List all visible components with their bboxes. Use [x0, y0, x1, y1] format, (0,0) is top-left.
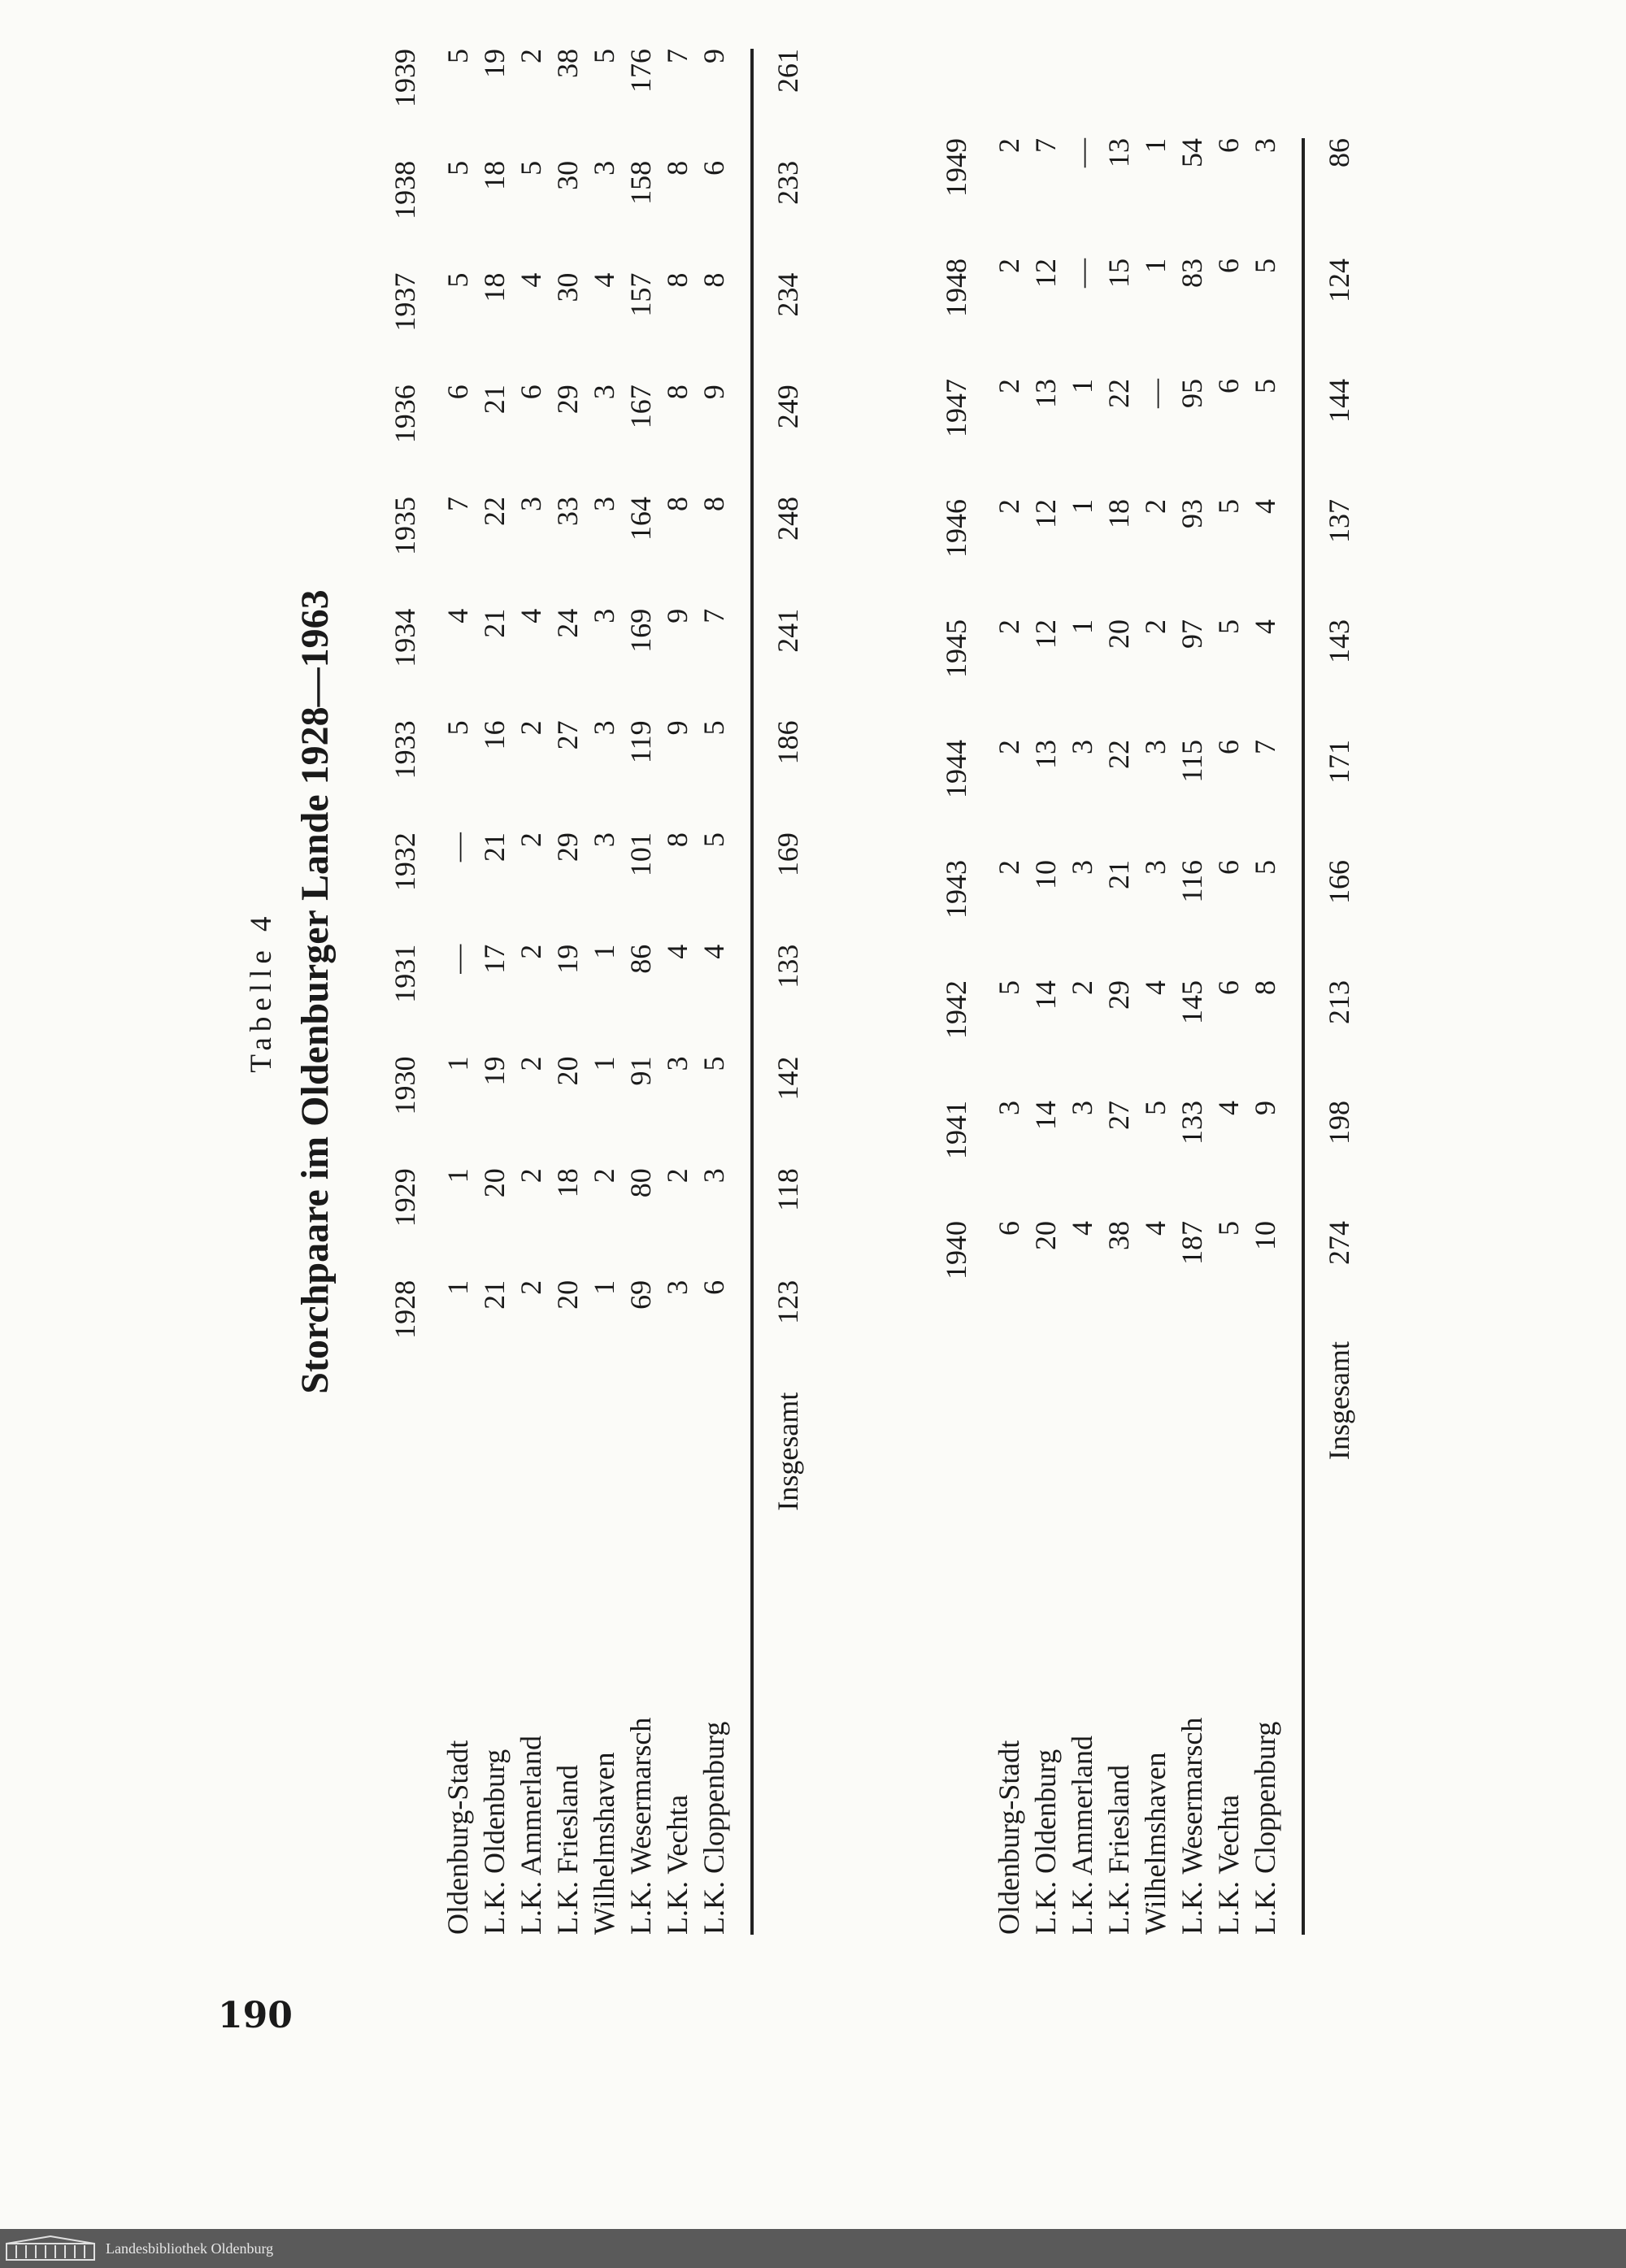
- year-header: 1934: [389, 608, 421, 667]
- cell-value: 20: [551, 1280, 584, 1310]
- total-row: [754, 49, 806, 1935]
- cell-value: 19: [478, 49, 511, 78]
- region-label: L.K. Wesermarsch: [1176, 1717, 1208, 1935]
- region-label: L.K. Friesland: [551, 1765, 584, 1935]
- year-header: 1945: [940, 619, 972, 678]
- cell-value: 3: [588, 720, 620, 736]
- cell-value: 5: [1212, 619, 1245, 634]
- cell-value: 169: [624, 608, 657, 653]
- total-value: 198: [1323, 1101, 1355, 1145]
- cell-value: 86: [624, 944, 657, 974]
- cell-value: 3: [588, 496, 620, 511]
- cell-value: 5: [993, 980, 1025, 995]
- cell-value: 101: [624, 832, 657, 877]
- region-label: L.K. Vechta: [661, 1794, 693, 1935]
- year-header: 1935: [389, 496, 421, 555]
- year-header: 1938: [389, 160, 421, 219]
- cell-value: —: [1066, 138, 1098, 167]
- cell-value: 69: [624, 1280, 657, 1310]
- region-label: Oldenburg-Stadt: [441, 1740, 474, 1935]
- cell-value: 3: [1066, 740, 1098, 754]
- cell-value: 21: [478, 832, 511, 862]
- total-value: 274: [1323, 1221, 1355, 1265]
- divider-rule: [733, 49, 754, 1935]
- cell-value: 8: [1249, 980, 1281, 995]
- table-row: [1028, 138, 1064, 1935]
- cell-value: 10: [1029, 860, 1062, 889]
- table-row: [1064, 138, 1101, 1935]
- cell-value: 5: [441, 720, 474, 736]
- cell-value: 8: [698, 272, 730, 288]
- cell-value: 4: [1139, 1221, 1172, 1236]
- region-label: L.K. Vechta: [1212, 1794, 1245, 1935]
- cell-value: 5: [698, 832, 730, 848]
- cell-value: 6: [1212, 138, 1245, 153]
- total-value: 169: [772, 832, 804, 877]
- cell-value: 20: [1102, 619, 1135, 649]
- cell-value: 2: [515, 832, 547, 848]
- year-header: 1928: [389, 1280, 421, 1339]
- cell-value: 5: [441, 160, 474, 176]
- cell-value: 3: [1139, 860, 1172, 875]
- table-row: [440, 49, 476, 1935]
- page-number: 190: [218, 1995, 293, 2036]
- cell-value: 2: [515, 49, 547, 63]
- total-value: 142: [772, 1056, 804, 1101]
- cell-value: 176: [624, 49, 657, 93]
- cell-value: 1: [441, 1280, 474, 1295]
- region-label: L.K. Friesland: [1102, 1765, 1135, 1935]
- cell-value: 19: [551, 944, 584, 974]
- total-value: 133: [772, 944, 804, 988]
- year-header: 1930: [389, 1056, 421, 1115]
- table-1940-1949: [938, 138, 1358, 1935]
- cell-value: 20: [1029, 1221, 1062, 1250]
- cell-value: 1: [1139, 259, 1172, 273]
- cell-value: 6: [993, 1221, 1025, 1236]
- cell-value: 7: [1029, 138, 1062, 153]
- cell-value: 15: [1102, 259, 1135, 288]
- library-building-icon: [5, 2235, 96, 2261]
- region-label: L.K. Cloppenburg: [698, 1721, 730, 1935]
- year-header: 1933: [389, 720, 421, 780]
- cell-value: 2: [993, 499, 1025, 514]
- cell-value: 187: [1176, 1221, 1208, 1265]
- cell-value: —: [1139, 379, 1172, 408]
- cell-value: 54: [1176, 138, 1208, 167]
- table-row: [1101, 138, 1137, 1935]
- divider-rule: [1284, 138, 1305, 1935]
- cell-value: 4: [1212, 1101, 1245, 1115]
- cell-value: 9: [661, 608, 693, 623]
- cell-value: 4: [698, 944, 730, 959]
- total-value: 143: [1323, 619, 1355, 663]
- cell-value: 97: [1176, 619, 1208, 649]
- table-row: [476, 49, 513, 1935]
- cell-value: 33: [551, 496, 584, 526]
- total-value: 248: [772, 496, 804, 541]
- year-header: 1936: [389, 385, 421, 444]
- cell-value: 9: [698, 49, 730, 63]
- cell-value: 80: [624, 1168, 657, 1198]
- cell-value: 4: [515, 608, 547, 623]
- cell-value: 119: [624, 720, 657, 764]
- cell-value: 4: [588, 272, 620, 288]
- cell-value: 5: [1212, 1221, 1245, 1236]
- year-header-row: [938, 138, 991, 1935]
- cell-value: 3: [588, 608, 620, 623]
- year-header: 1931: [389, 944, 421, 1003]
- cell-value: 38: [1102, 1221, 1135, 1250]
- cell-value: 13: [1029, 379, 1062, 408]
- cell-value: 8: [698, 496, 730, 511]
- cell-value: 1: [588, 944, 620, 959]
- cell-value: 24: [551, 608, 584, 638]
- table-row: [550, 49, 586, 1935]
- cell-value: 1: [588, 1056, 620, 1071]
- total-value: 233: [772, 160, 804, 205]
- cell-value: 93: [1176, 499, 1208, 528]
- cell-value: 5: [698, 720, 730, 736]
- cell-value: 3: [588, 160, 620, 176]
- cell-value: 2: [661, 1168, 693, 1184]
- table-row: [1174, 138, 1211, 1935]
- year-header: 1946: [940, 499, 972, 558]
- cell-value: 116: [1176, 860, 1208, 903]
- footer-bar: [0, 2229, 1626, 2268]
- cell-value: 145: [1176, 980, 1208, 1024]
- cell-value: 21: [478, 385, 511, 415]
- cell-value: 27: [551, 720, 584, 750]
- cell-value: 12: [1029, 259, 1062, 288]
- cell-value: 2: [993, 138, 1025, 153]
- cell-value: 7: [661, 49, 693, 63]
- total-value: 166: [1323, 860, 1355, 904]
- year-header: 1947: [940, 379, 972, 437]
- cell-value: 4: [441, 608, 474, 623]
- cell-value: 133: [1176, 1101, 1208, 1145]
- total-value: 213: [1323, 980, 1355, 1024]
- table-row: [623, 49, 659, 1935]
- cell-value: 3: [661, 1280, 693, 1295]
- year-header: 1932: [389, 832, 421, 892]
- cell-value: 5: [1249, 379, 1281, 393]
- cell-value: 21: [478, 608, 511, 638]
- year-header: 1949: [940, 138, 972, 197]
- cell-value: 1: [441, 1056, 474, 1071]
- cell-value: 6: [1212, 860, 1245, 875]
- cell-value: 2: [515, 720, 547, 736]
- cell-value: 18: [478, 160, 511, 190]
- cell-value: 2: [515, 944, 547, 959]
- cell-value: 3: [1249, 138, 1281, 153]
- cell-value: 3: [993, 1101, 1025, 1115]
- cell-value: 2: [515, 1056, 547, 1071]
- cell-value: 20: [551, 1056, 584, 1086]
- cell-value: 5: [588, 49, 620, 63]
- cell-value: 20: [478, 1168, 511, 1198]
- cell-value: 6: [441, 385, 474, 400]
- total-value: 171: [1323, 740, 1355, 784]
- region-label: Wilhelmshaven: [1139, 1752, 1172, 1935]
- cell-value: 5: [698, 1056, 730, 1071]
- total-row: [1305, 138, 1358, 1935]
- cell-value: 4: [1249, 499, 1281, 514]
- total-label: Insgesamt: [772, 1392, 804, 1511]
- cell-value: 5: [1249, 259, 1281, 273]
- cell-value: 6: [1212, 259, 1245, 273]
- cell-value: 4: [515, 272, 547, 288]
- cell-value: 1: [441, 1168, 474, 1184]
- total-value: 186: [772, 720, 804, 765]
- cell-value: 158: [624, 160, 657, 205]
- cell-value: 91: [624, 1056, 657, 1086]
- cell-value: 4: [1249, 619, 1281, 634]
- cell-value: 157: [624, 272, 657, 317]
- cell-value: 1: [1139, 138, 1172, 153]
- year-header: 1940: [940, 1221, 972, 1280]
- cell-value: 115: [1176, 740, 1208, 783]
- cell-value: 83: [1176, 259, 1208, 288]
- cell-value: 2: [993, 740, 1025, 754]
- cell-value: 3: [1139, 740, 1172, 754]
- cell-value: —: [441, 832, 474, 862]
- cell-value: 8: [661, 160, 693, 176]
- cell-value: 3: [1066, 860, 1098, 875]
- total-label: Insgesamt: [1323, 1341, 1355, 1460]
- cell-value: 8: [661, 272, 693, 288]
- cell-value: 95: [1176, 379, 1208, 408]
- cell-value: 6: [1212, 740, 1245, 754]
- cell-value: 16: [478, 720, 511, 750]
- year-header: 1943: [940, 860, 972, 919]
- cell-value: 3: [698, 1168, 730, 1184]
- cell-value: 2: [993, 259, 1025, 273]
- cell-value: 8: [661, 496, 693, 511]
- cell-value: 3: [661, 1056, 693, 1071]
- cell-value: 13: [1102, 138, 1135, 167]
- cell-value: 12: [1029, 619, 1062, 649]
- cell-value: 1: [1066, 499, 1098, 514]
- footer-text: Landesbibliothek Oldenburg: [106, 2240, 274, 2257]
- cell-value: 2: [993, 860, 1025, 875]
- region-label: L.K. Cloppenburg: [1249, 1721, 1281, 1935]
- region-label: L.K. Oldenburg: [478, 1749, 511, 1935]
- cell-value: 4: [1066, 1221, 1098, 1236]
- cell-value: 19: [478, 1056, 511, 1086]
- total-value: 261: [772, 49, 804, 93]
- table-row: [696, 49, 733, 1935]
- cell-value: 18: [1102, 499, 1135, 528]
- cell-value: 9: [1249, 1101, 1281, 1115]
- cell-value: 2: [515, 1280, 547, 1295]
- cell-value: 5: [441, 272, 474, 288]
- cell-value: 21: [1102, 860, 1135, 889]
- cell-value: 7: [698, 608, 730, 623]
- cell-value: 18: [551, 1168, 584, 1198]
- total-value: 123: [772, 1280, 804, 1324]
- cell-value: 1: [1066, 379, 1098, 393]
- table-title: Storchpaare im Oldenburger Lande 1928—1963: [293, 589, 337, 1394]
- total-value: 241: [772, 608, 804, 653]
- total-value: 118: [772, 1168, 804, 1211]
- cell-value: 22: [1102, 740, 1135, 769]
- cell-value: 38: [551, 49, 584, 78]
- cell-value: 5: [441, 49, 474, 63]
- cell-value: 3: [515, 496, 547, 511]
- year-header: 1942: [940, 980, 972, 1039]
- cell-value: 13: [1029, 740, 1062, 769]
- cell-value: 2: [993, 619, 1025, 634]
- table-row: [586, 49, 623, 1935]
- region-label: L.K. Oldenburg: [1029, 1749, 1062, 1935]
- cell-value: 2: [1066, 980, 1098, 995]
- year-header: 1944: [940, 740, 972, 798]
- cell-value: 7: [1249, 740, 1281, 754]
- cell-value: 6: [1212, 980, 1245, 995]
- cell-value: 2: [515, 1168, 547, 1184]
- cell-value: 3: [588, 385, 620, 400]
- table-label: Tabelle 4: [245, 910, 278, 1073]
- cell-value: 5: [1212, 499, 1245, 514]
- cell-value: —: [441, 944, 474, 974]
- cell-value: 29: [551, 385, 584, 415]
- year-header: 1941: [940, 1101, 972, 1159]
- cell-value: 2: [588, 1168, 620, 1184]
- cell-value: 29: [1102, 980, 1135, 1010]
- cell-value: 27: [1102, 1101, 1135, 1130]
- cell-value: —: [1066, 259, 1098, 288]
- year-header: 1929: [389, 1168, 421, 1227]
- cell-value: 30: [551, 160, 584, 190]
- cell-value: 22: [1102, 379, 1135, 408]
- region-label: L.K. Wesermarsch: [624, 1717, 657, 1935]
- cell-value: 9: [661, 720, 693, 736]
- region-label: L.K. Ammerland: [515, 1736, 547, 1935]
- cell-value: 3: [1066, 1101, 1098, 1115]
- cell-value: 6: [698, 1280, 730, 1295]
- table-row: [659, 49, 696, 1935]
- cell-value: 164: [624, 496, 657, 541]
- total-value: 137: [1323, 499, 1355, 543]
- cell-value: 14: [1029, 1101, 1062, 1130]
- cell-value: 5: [1139, 1101, 1172, 1115]
- cell-value: 12: [1029, 499, 1062, 528]
- cell-value: 9: [698, 385, 730, 400]
- cell-value: 5: [515, 160, 547, 176]
- cell-value: 10: [1249, 1221, 1281, 1250]
- cell-value: 8: [661, 832, 693, 848]
- cell-value: 3: [588, 832, 620, 848]
- cell-value: 4: [661, 944, 693, 959]
- year-header: 1937: [389, 272, 421, 332]
- year-header: 1948: [940, 259, 972, 317]
- cell-value: 22: [478, 496, 511, 526]
- cell-value: 6: [698, 160, 730, 176]
- cell-value: 7: [441, 496, 474, 511]
- table-row: [991, 138, 1028, 1935]
- rotated-table-block: [244, 49, 1455, 1935]
- cell-value: 4: [1139, 980, 1172, 995]
- cell-value: 14: [1029, 980, 1062, 1010]
- total-value: 86: [1323, 138, 1355, 167]
- table-row: [513, 49, 550, 1935]
- total-value: 124: [1323, 259, 1355, 302]
- cell-value: 21: [478, 1280, 511, 1310]
- table-1928-1939: [387, 49, 806, 1935]
- total-value: 144: [1323, 379, 1355, 423]
- cell-value: 1: [588, 1280, 620, 1295]
- cell-value: 2: [1139, 499, 1172, 514]
- cell-value: 18: [478, 272, 511, 302]
- cell-value: 5: [1249, 860, 1281, 875]
- cell-value: 167: [624, 385, 657, 429]
- region-label: Oldenburg-Stadt: [993, 1740, 1025, 1935]
- table-row: [1247, 138, 1284, 1935]
- cell-value: 1: [1066, 619, 1098, 634]
- region-label: Wilhelmshaven: [588, 1752, 620, 1935]
- cell-value: 8: [661, 385, 693, 400]
- cell-value: 30: [551, 272, 584, 302]
- year-header-row: [387, 49, 440, 1935]
- cell-value: 17: [478, 944, 511, 974]
- cell-value: 2: [1139, 619, 1172, 634]
- cell-value: 6: [1212, 379, 1245, 393]
- table-row: [1137, 138, 1174, 1935]
- region-label: L.K. Ammerland: [1066, 1736, 1098, 1935]
- total-value: 234: [772, 272, 804, 317]
- year-header: 1939: [389, 49, 421, 107]
- total-value: 249: [772, 385, 804, 429]
- cell-value: 29: [551, 832, 584, 862]
- cell-value: 6: [515, 385, 547, 400]
- table-row: [1211, 138, 1247, 1935]
- cell-value: 2: [993, 379, 1025, 393]
